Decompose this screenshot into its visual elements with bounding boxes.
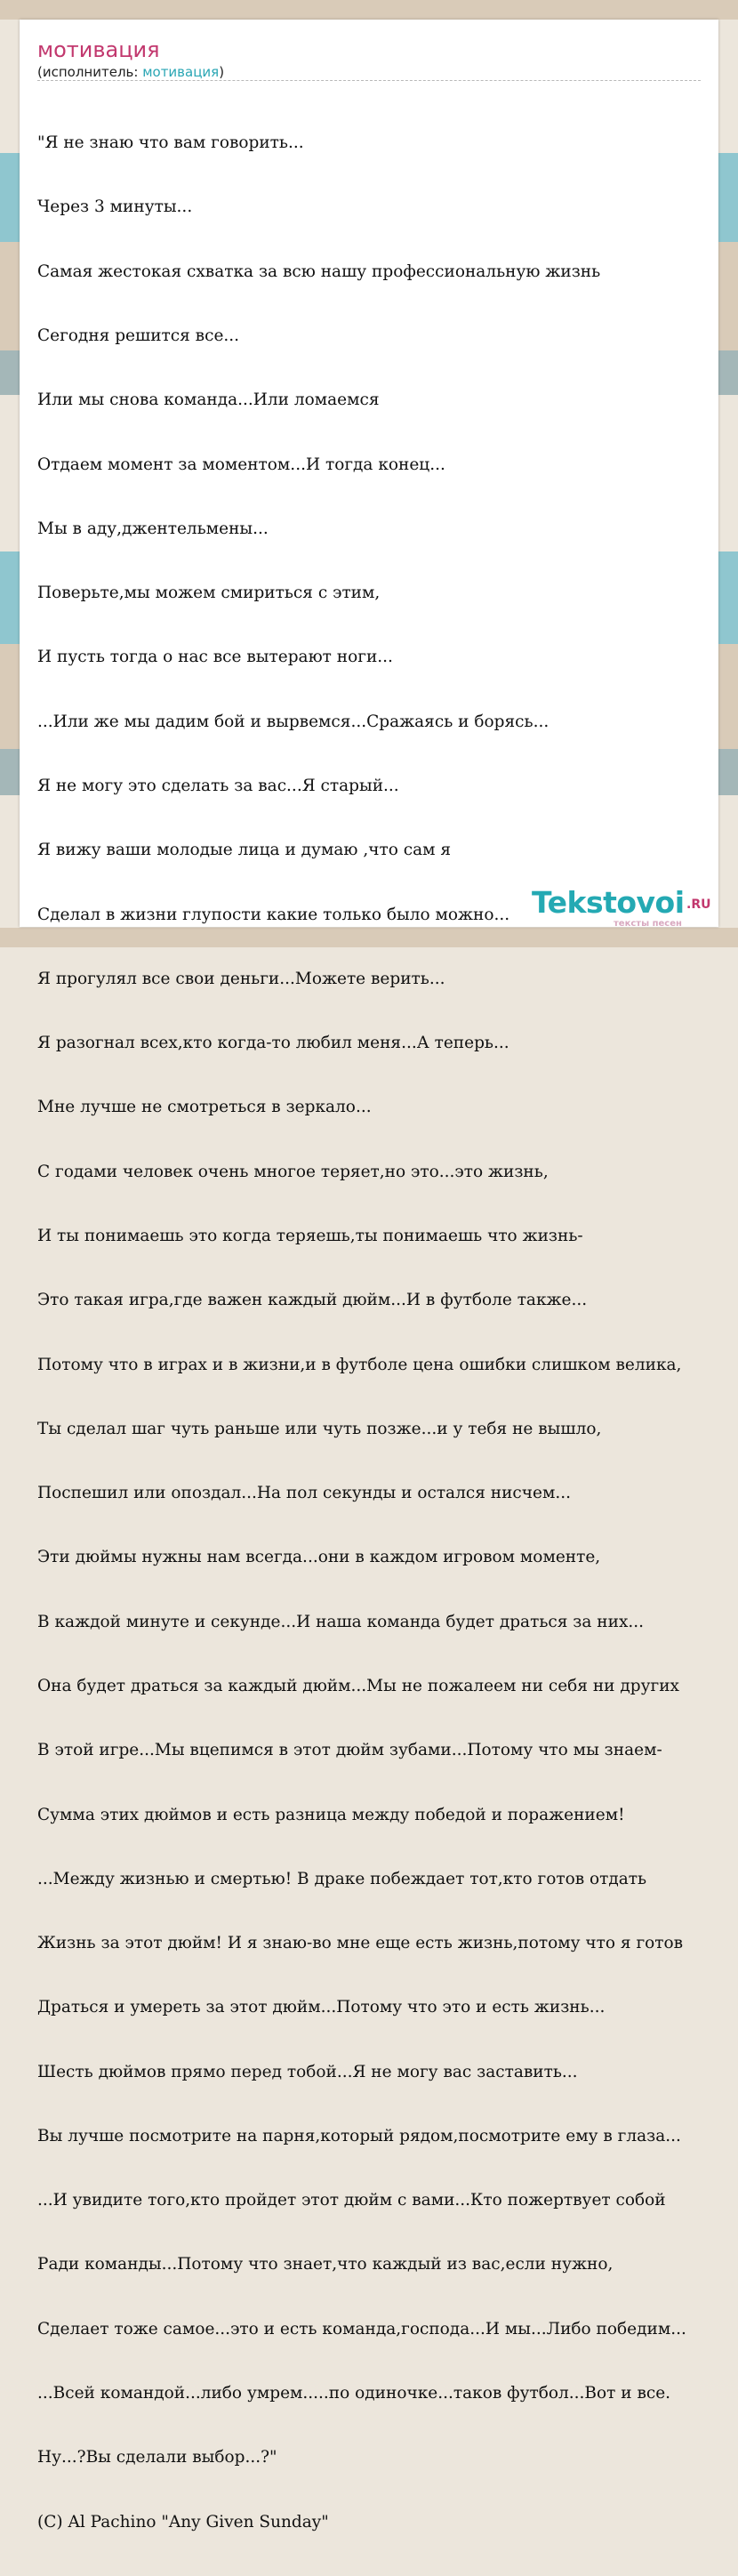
lyric-line: В каждой минуте и секунде...И наша команда будет драться за них...	[37, 1612, 645, 1631]
lyric-line: С годами человек очень многое теряет,но это...это жизнь,	[37, 1162, 549, 1181]
logo-tagline: тексты песен	[614, 919, 682, 929]
lyric-line: Мы в аду,джентельмены...	[37, 519, 269, 538]
site-logo[interactable]	[532, 885, 718, 930]
lyric-line: Эти дюймы нужны нам всегда...они в каждом игровом моменте,	[37, 1548, 601, 1567]
lyric-line: ...И увидите того,кто пройдет этот дюйм с вами...Кто пожертвует собой	[37, 2191, 666, 2210]
lyric-line: Ну...?Вы сделали выбор...?"	[37, 2448, 277, 2467]
lyric-line: Жизнь за этот дюйм! И я знаю-во мне еще есть жизнь,потому что я готов	[37, 1934, 684, 1953]
lyric-line: Вы лучше посмотрите на парня,который рядом,посмотрите ему в глаза...	[37, 2126, 681, 2145]
lyric-line: И ты понимаешь это когда теряешь,ты понимаешь что жизнь-	[37, 1226, 583, 1245]
logo-domain: .RU	[686, 898, 711, 912]
lyric-line: Поверьте,мы можем смириться с этим,	[37, 584, 381, 603]
background-stripe	[0, 0, 738, 20]
lyric-line: ...Или же мы дадим бой и вырвемся...Сражаясь и борясь...	[37, 712, 549, 731]
lyric-line: Потому что в играх и в жизни,и в футболе цена ошибки слишком велика,	[37, 1355, 682, 1374]
lyric-line: Или мы снова команда...Или ломаемся	[37, 390, 380, 410]
lyric-line: ...Всей командой...либо умрем.....по одиночке...таков футбол...Вот и все.	[37, 2384, 671, 2403]
lyric-line: И пусть тогда о нас все вытерают ноги...	[37, 648, 393, 667]
lyric-line: Ты сделал шаг чуть раньше или чуть позже...и у тебя не вышло,	[37, 1419, 602, 1438]
lyric-line: Я не могу это сделать за вас...Я старый...	[37, 777, 399, 795]
artist-line	[37, 63, 224, 81]
lyric-line: (C) Al Pachino "Any Given Sunday"	[37, 2512, 329, 2532]
lyric-line: Сделал в жизни глупости какие только было можно...	[37, 905, 510, 924]
song-title: мотивация	[37, 37, 160, 62]
lyric-line: Шесть дюймов прямо перед тобой...Я не могу вас заставить...	[37, 2062, 578, 2081]
logo-main: Tekstovoi	[532, 885, 685, 920]
lyric-line: Поспешил или опоздал...На пол секунды и остался нисчем...	[37, 1484, 571, 1503]
lyric-line: Драться и умереть за этот дюйм...Потому что это и есть жизнь...	[37, 1998, 606, 2017]
lyric-line: Самая жестокая схватка за всю нашу профессиональную жизнь	[37, 262, 601, 281]
artist-link[interactable]: мотивация	[142, 64, 220, 80]
lyric-line: ...Между жизнью и смертью! В драке побеждает тот,кто готов отдать	[37, 1869, 647, 1888]
lyric-line: Она будет драться за каждый дюйм...Мы не пожалеем ни себя ни других	[37, 1676, 679, 1695]
lyric-line: Отдаем момент за моментом...И тогда конец...	[37, 455, 445, 474]
lyric-line: В этой игре...Мы вцепимся в этот дюйм зубами...Потому что мы знаем-	[37, 1741, 662, 1760]
artist-prefix: (исполнитель:	[37, 64, 143, 80]
divider	[37, 80, 701, 81]
lyrics-text	[37, 90, 686, 2576]
lyric-line: Это такая игра,где важен каждый дюйм...И в футболе также...	[37, 1291, 588, 1310]
lyric-line: Сегодня решится все...	[37, 326, 240, 346]
lyric-line: Я вижу ваши молодые лица и думаю ,что сам я	[37, 841, 452, 860]
lyric-line: Ради команды...Потому что знает,что каждый из вас,если нужно,	[37, 2255, 614, 2274]
lyric-line: "Я не знаю что вам говорить...	[37, 133, 304, 153]
artist-suffix: )	[219, 64, 225, 80]
lyrics-card	[20, 20, 718, 2532]
lyric-line: Мне лучше не смотреться в зеркало...	[37, 1098, 372, 1117]
lyric-line: Я прогулял все свои деньги...Можете верить...	[37, 969, 445, 988]
lyric-line: Через 3 минуты...	[37, 197, 193, 217]
lyric-line: Сделает тоже самое...это и есть команда,господа...И мы...Либо победим...	[37, 2319, 686, 2339]
lyric-line: Я разогнал всех,кто когда-то любил меня...А теперь...	[37, 1034, 509, 1053]
lyric-line: Сумма этих дюймов и есть разница между победой и поражением!	[37, 1805, 625, 1824]
